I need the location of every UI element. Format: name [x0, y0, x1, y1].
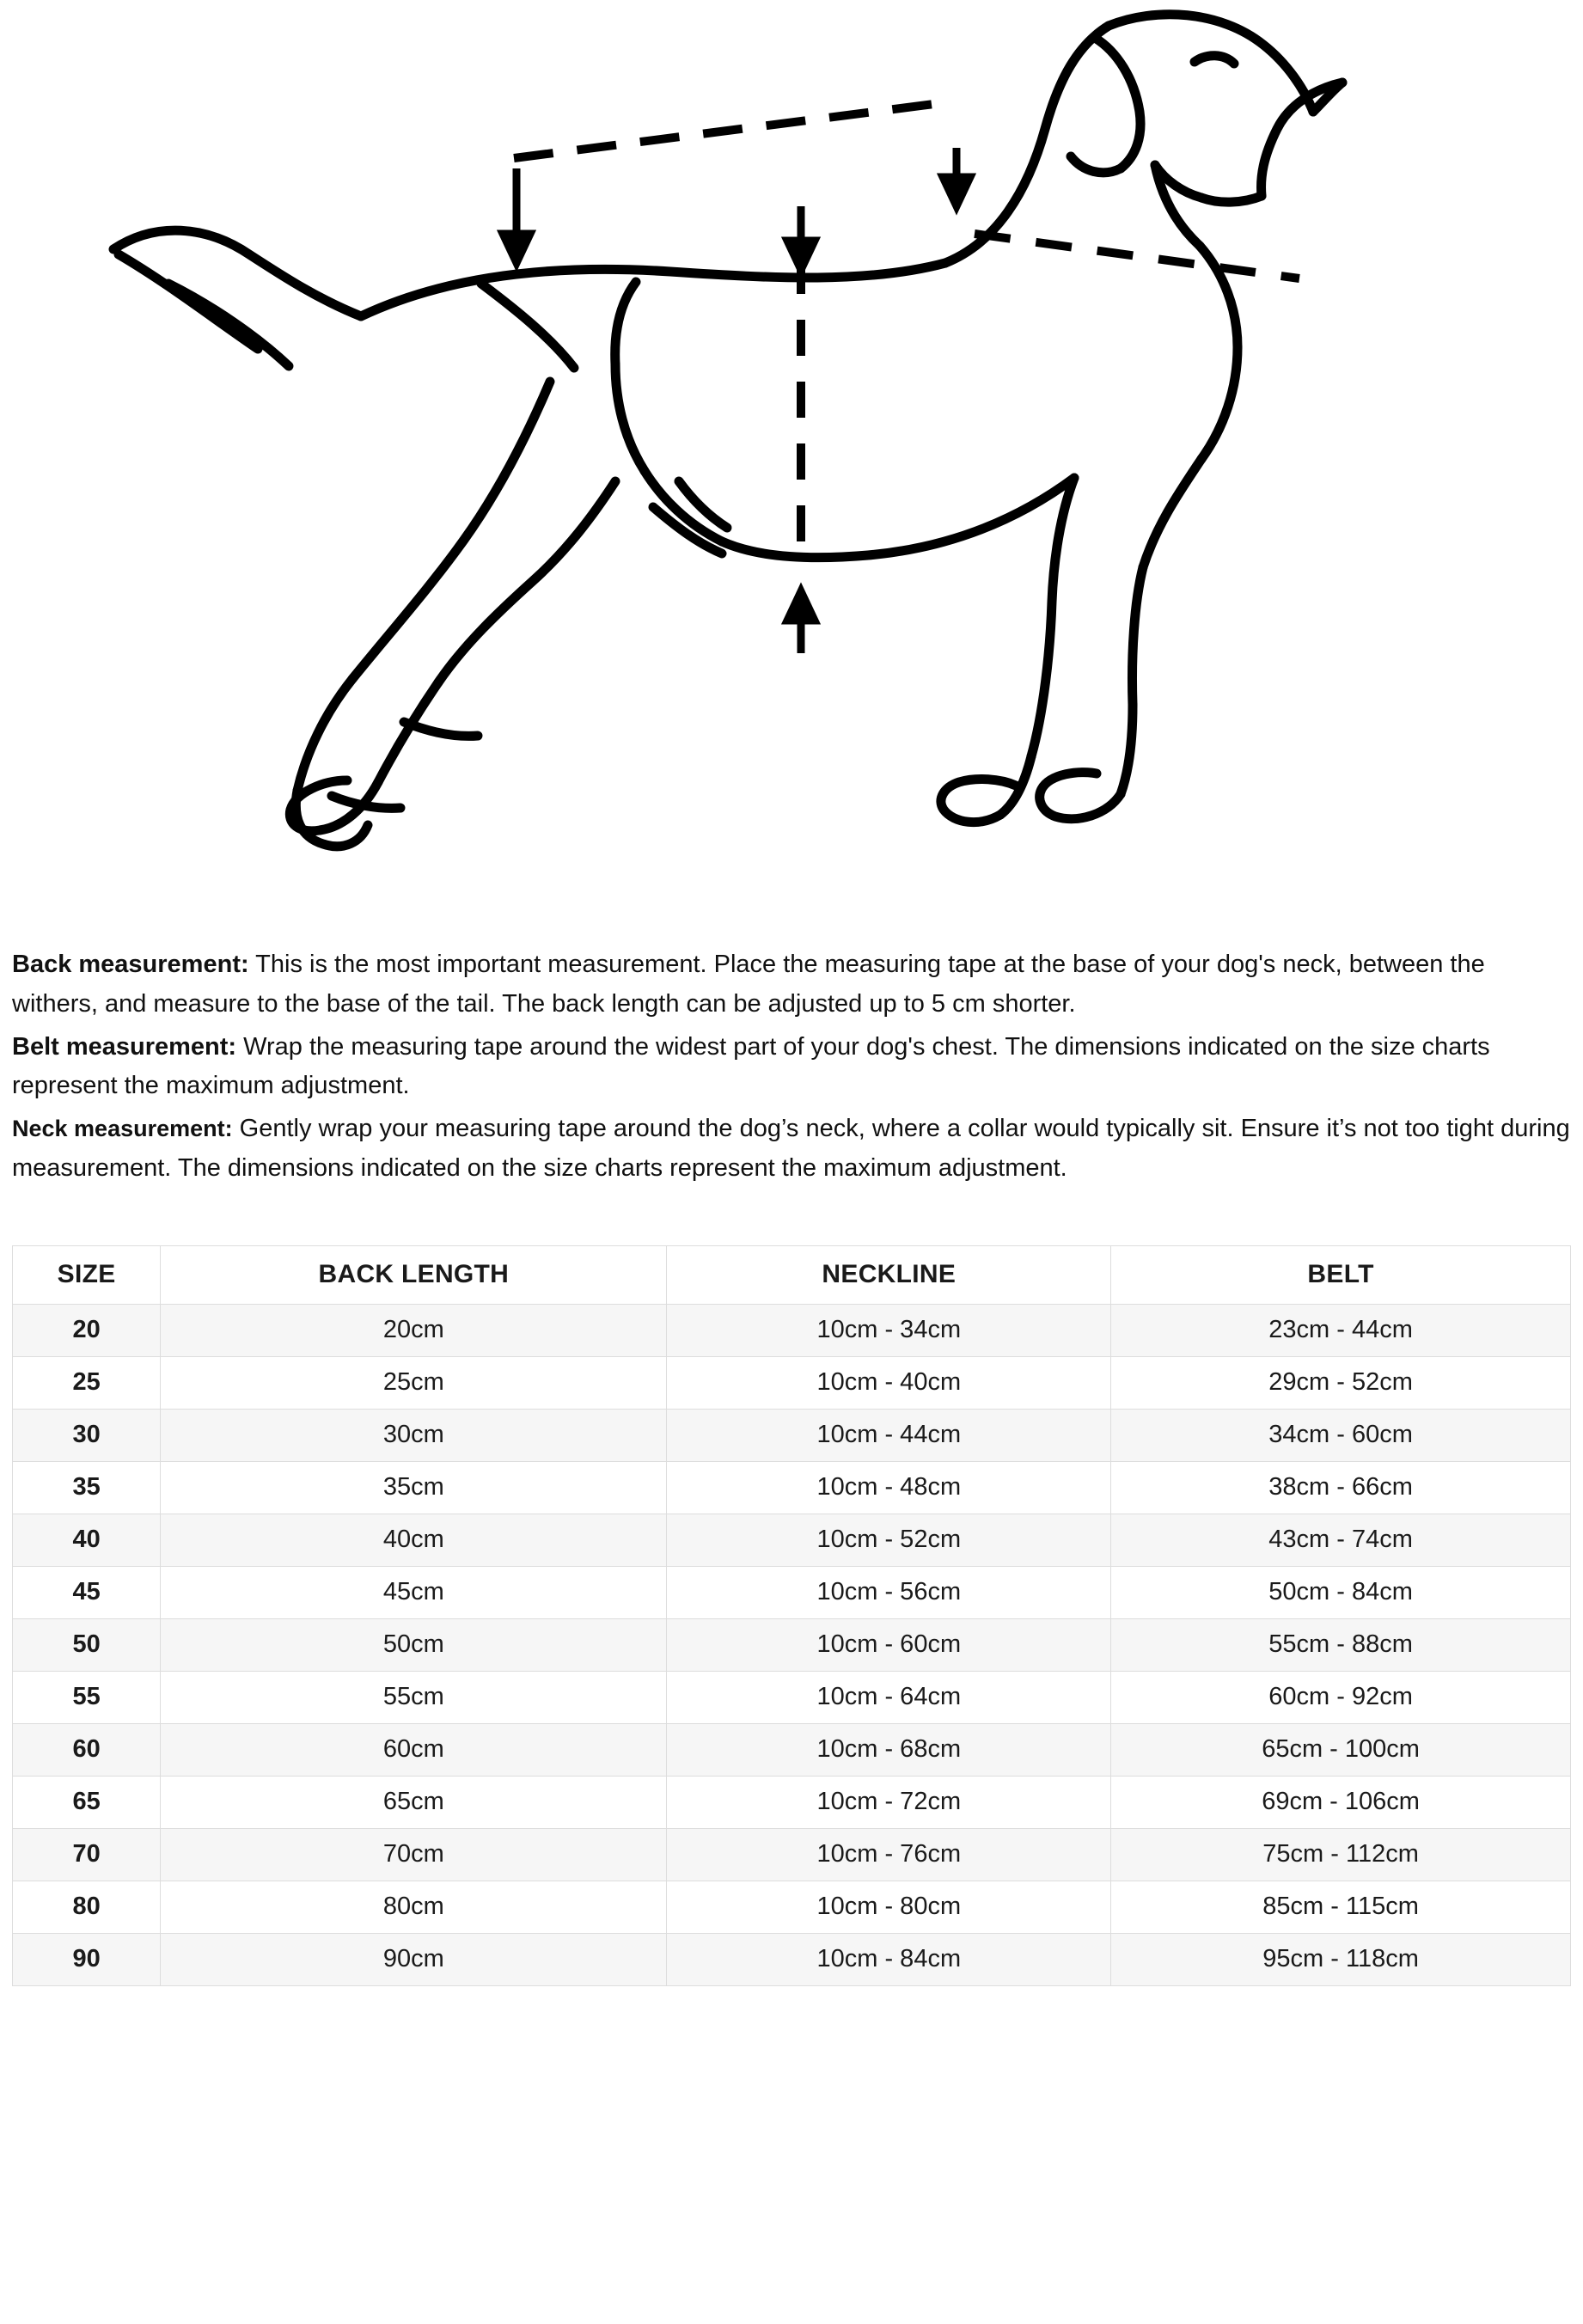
column-header-belt: BELT — [1111, 1245, 1571, 1304]
neckline-cell: 10cm - 34cm — [667, 1304, 1111, 1356]
size-cell: 55 — [13, 1671, 161, 1723]
back-length-cell: 55cm — [161, 1671, 667, 1723]
size-chart-table — [12, 1245, 1571, 1986]
neck-measurement-text: Gently wrap your measuring tape around the dog’s neck, where a collar would typically sit. Ensure it’s not too tight during measurement. The dimensions indicated on the size charts represent the maximum adjustment. — [12, 1115, 1570, 1183]
size-cell: 20 — [13, 1304, 161, 1356]
back-length-cell: 70cm — [161, 1828, 667, 1881]
back-length-cell: 25cm — [161, 1356, 667, 1409]
table-row — [13, 1723, 1571, 1776]
table-row — [13, 1461, 1571, 1514]
back-measurement-text: This is the most important measurement. Place the measuring tape at the base of your dog's neck, between the withers, and measure to the base of the tail. The back length can be adjusted up to 5 cm shorter. — [12, 951, 1485, 1018]
belt-measurement-paragraph — [12, 1028, 1571, 1107]
back-length-cell: 30cm — [161, 1409, 667, 1461]
size-cell: 50 — [13, 1618, 161, 1671]
belt-measurement-label: Belt measurement: — [12, 1032, 237, 1061]
belt-cell: 69cm - 106cm — [1111, 1776, 1571, 1828]
size-cell: 80 — [13, 1881, 161, 1933]
column-header-neckline: NECKLINE — [667, 1245, 1111, 1304]
neck-measurement-label: Neck measurement: — [12, 1116, 233, 1142]
belt-cell: 38cm - 66cm — [1111, 1461, 1571, 1514]
size-cell: 25 — [13, 1356, 161, 1409]
table-row — [13, 1566, 1571, 1618]
neckline-cell: 10cm - 40cm — [667, 1356, 1111, 1409]
back-length-cell: 65cm — [161, 1776, 667, 1828]
size-cell: 70 — [13, 1828, 161, 1881]
size-chart-wrapper — [0, 1245, 1583, 1986]
neckline-cell: 10cm - 60cm — [667, 1618, 1111, 1671]
back-length-cell: 45cm — [161, 1566, 667, 1618]
column-header-size: SIZE — [13, 1245, 161, 1304]
neck-dashed-line — [975, 234, 1299, 278]
table-row — [13, 1671, 1571, 1723]
table-header-row — [13, 1245, 1571, 1304]
back-length-cell: 60cm — [161, 1723, 667, 1776]
back-arrow-left-icon — [503, 168, 530, 263]
back-length-cell: 80cm — [161, 1881, 667, 1933]
belt-measurement-text: Wrap the measuring tape around the widest part of your dog's chest. The dimensions indicated on the size charts represent the maximum adjustment. — [12, 1032, 1490, 1100]
table-row — [13, 1356, 1571, 1409]
table-row — [13, 1618, 1571, 1671]
back-arrow-middle-icon — [787, 206, 815, 270]
belt-cell: 29cm - 52cm — [1111, 1356, 1571, 1409]
table-row — [13, 1514, 1571, 1566]
neckline-cell: 10cm - 44cm — [667, 1409, 1111, 1461]
dog-outline-icon — [113, 15, 1342, 847]
belt-cell: 75cm - 112cm — [1111, 1828, 1571, 1881]
back-length-cell: 20cm — [161, 1304, 667, 1356]
size-cell: 45 — [13, 1566, 161, 1618]
belt-cell: 34cm - 60cm — [1111, 1409, 1571, 1461]
neckline-cell: 10cm - 68cm — [667, 1723, 1111, 1776]
table-row — [13, 1881, 1571, 1933]
neckline-cell: 10cm - 76cm — [667, 1828, 1111, 1881]
column-header-back-length: BACK LENGTH — [161, 1245, 667, 1304]
size-cell: 35 — [13, 1461, 161, 1514]
neck-arrow-icon — [943, 148, 970, 206]
belt-cell: 50cm - 84cm — [1111, 1566, 1571, 1618]
table-row — [13, 1776, 1571, 1828]
back-length-cell: 40cm — [161, 1514, 667, 1566]
belt-cell: 95cm - 118cm — [1111, 1933, 1571, 1985]
neck-measurement-paragraph — [12, 1110, 1571, 1189]
table-row — [13, 1304, 1571, 1356]
back-dashed-line — [514, 101, 954, 158]
size-cell: 65 — [13, 1776, 161, 1828]
back-length-cell: 90cm — [161, 1933, 667, 1985]
belt-cell: 43cm - 74cm — [1111, 1514, 1571, 1566]
dog-measurement-illustration — [0, 0, 1583, 894]
neckline-cell: 10cm - 80cm — [667, 1881, 1111, 1933]
neckline-cell: 10cm - 84cm — [667, 1933, 1111, 1985]
back-length-cell: 35cm — [161, 1461, 667, 1514]
size-cell: 60 — [13, 1723, 161, 1776]
back-measurement-paragraph — [12, 945, 1571, 1024]
neckline-cell: 10cm - 64cm — [667, 1671, 1111, 1723]
neckline-cell: 10cm - 48cm — [667, 1461, 1111, 1514]
back-measurement-label: Back measurement: — [12, 951, 249, 978]
size-chart-head — [13, 1245, 1571, 1304]
belt-cell: 85cm - 115cm — [1111, 1881, 1571, 1933]
size-cell: 40 — [13, 1514, 161, 1566]
neckline-cell: 10cm - 52cm — [667, 1514, 1111, 1566]
belt-cell: 65cm - 100cm — [1111, 1723, 1571, 1776]
neckline-cell: 10cm - 56cm — [667, 1566, 1111, 1618]
size-cell: 90 — [13, 1933, 161, 1985]
belt-cell: 55cm - 88cm — [1111, 1618, 1571, 1671]
belt-cell: 60cm - 92cm — [1111, 1671, 1571, 1723]
measurement-instructions — [0, 945, 1583, 1189]
size-chart-body — [13, 1304, 1571, 1985]
neckline-cell: 10cm - 72cm — [667, 1776, 1111, 1828]
table-row — [13, 1828, 1571, 1881]
table-row — [13, 1409, 1571, 1461]
table-row — [13, 1933, 1571, 1985]
belt-arrow-up-icon — [787, 591, 815, 653]
back-length-cell: 50cm — [161, 1618, 667, 1671]
size-cell: 30 — [13, 1409, 161, 1461]
belt-cell: 23cm - 44cm — [1111, 1304, 1571, 1356]
